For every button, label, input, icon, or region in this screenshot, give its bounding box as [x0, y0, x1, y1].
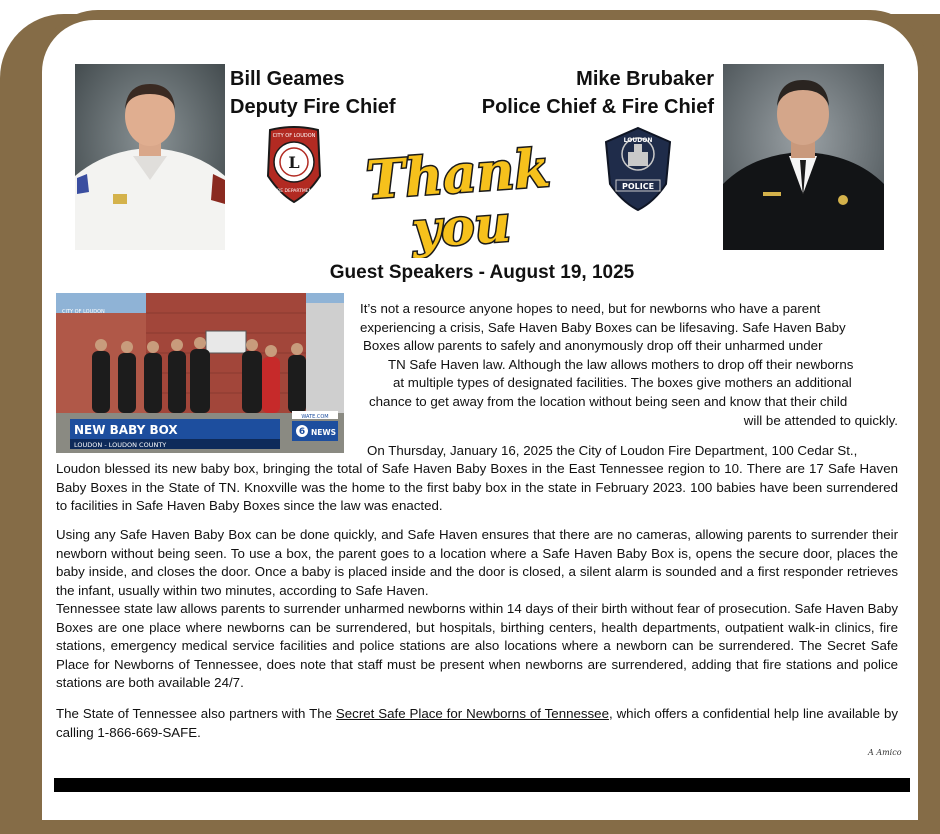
- intro-line: It’s not a resource anyone hopes to need, but for newborns who have a parent: [360, 301, 821, 316]
- intro-line: experiencing a crisis, Safe Haven Baby Boxes can be lifesaving. Safe Haven Baby: [360, 319, 846, 335]
- speaker-left-name: Bill Geames: [230, 68, 345, 90]
- news-corner-label: CITY OF LOUDON: [62, 309, 105, 315]
- fire-department-badge-icon: [262, 124, 326, 204]
- thank-you-line2: you: [410, 193, 513, 258]
- paragraph-5-text-end: , which offers a confidential help line available by calling 1-866-669-SAFE.: [56, 706, 898, 740]
- intro-line: Boxes allow parents to safely and anonymously drop off their unharmed under: [363, 338, 823, 354]
- speaker-right-title: Police Chief & Fire Chief: [481, 96, 714, 118]
- intro-line: at multiple types of designated facilities. The boxes give mothers an additional: [393, 375, 852, 391]
- speaker-photo-right: [723, 64, 884, 250]
- speaker-photo-left: [75, 64, 225, 250]
- police-badge-top-text: LOUDON: [623, 137, 653, 144]
- fire-badge-letter: L: [288, 153, 300, 172]
- police-badge-label: POLICE: [621, 182, 655, 191]
- news-channel-label: NEWS: [311, 428, 337, 437]
- footer-bar: [54, 778, 910, 792]
- news-site: WATE.COM: [301, 414, 329, 420]
- paragraph-2-first-line: On Thursday, January 16, 2025 the City of Loudon Fire Department, 100 Cedar St.,: [367, 443, 858, 458]
- speaker-left-title: Deputy Fire Chief: [230, 96, 396, 118]
- paragraph-2: Loudon blessed its new baby box, bringing the total of Safe Haven Baby Boxes in the East Tennessee region to 10. There are 17 Safe Haven Baby Boxes in the State of TN. Knoxville was the home to the first baby box in the state in February 2023. 100 babies have been surrendered to facilities in Safe Haven Baby Boxes since the law was enacted.: [56, 461, 898, 514]
- paragraph-3: Using any Safe Haven Baby Box can be done quickly, and Safe Haven ensures that there are no cameras, allowing parents to surrender their newborn without being seen. To use a box, the parent goes to a location where a Safe Haven Baby Box is, opens the secure door, places the baby inside, and closes the door. Once a baby is placed inside and the door is closed, a silent alarm is sounded and a first responder retrieves the infant, usually within two minutes, according to Safe Haven.: [56, 527, 898, 598]
- thank-you-line1: Thank: [364, 137, 553, 212]
- paragraph-4: Tennessee state law allows parents to surrender unharmed newborns within 14 days of their birth without fear of prosecution. Safe Haven Baby Boxes are one place where newborns can be surrendered, but hospitals, birthing centers, health departments, outpatient walk-in clinics, fire stations, emergency medical service facilities and police stations are also locations where a newborn can be surrendered. The Secret Safe Place for Newborns of Tennessee, does note that staff must be present when newborns are surrendered, adding that fire stations and police stations are both available 24/7.: [56, 601, 898, 691]
- intro-line: TN Safe Haven law. Although the law allows mothers to drop off their newborns: [388, 356, 854, 372]
- headline: Guest Speakers - August 19, 1025: [329, 262, 635, 283]
- fire-badge-bottom-text: FIRE DEPARTMENT: [273, 189, 315, 194]
- secret-safe-place-link[interactable]: Secret Safe Place for Newborns of Tennessee: [335, 706, 609, 721]
- news-channel-number: 6: [298, 427, 306, 437]
- news-caption: NEW BABY BOX: [74, 423, 178, 437]
- intro-line: will be attended to quickly.: [743, 412, 898, 428]
- thank-you-graphic: [364, 126, 554, 258]
- paragraph-5-text: The State of Tennessee also partners with The: [56, 706, 336, 721]
- intro-line: chance to get away from the location without being seen and know that their child: [369, 393, 848, 409]
- paragraph-5: [56, 705, 898, 742]
- police-badge-icon: [600, 124, 676, 214]
- intro-paragraph: [360, 300, 900, 430]
- speaker-right-name: Mike Brubaker: [576, 68, 714, 90]
- news-subcaption: LOUDON - LOUDON COUNTY: [74, 441, 167, 449]
- news-photo: [56, 293, 344, 453]
- fire-badge-top-text: CITY OF LOUDON: [272, 133, 316, 139]
- signature: A Amico: [868, 748, 902, 757]
